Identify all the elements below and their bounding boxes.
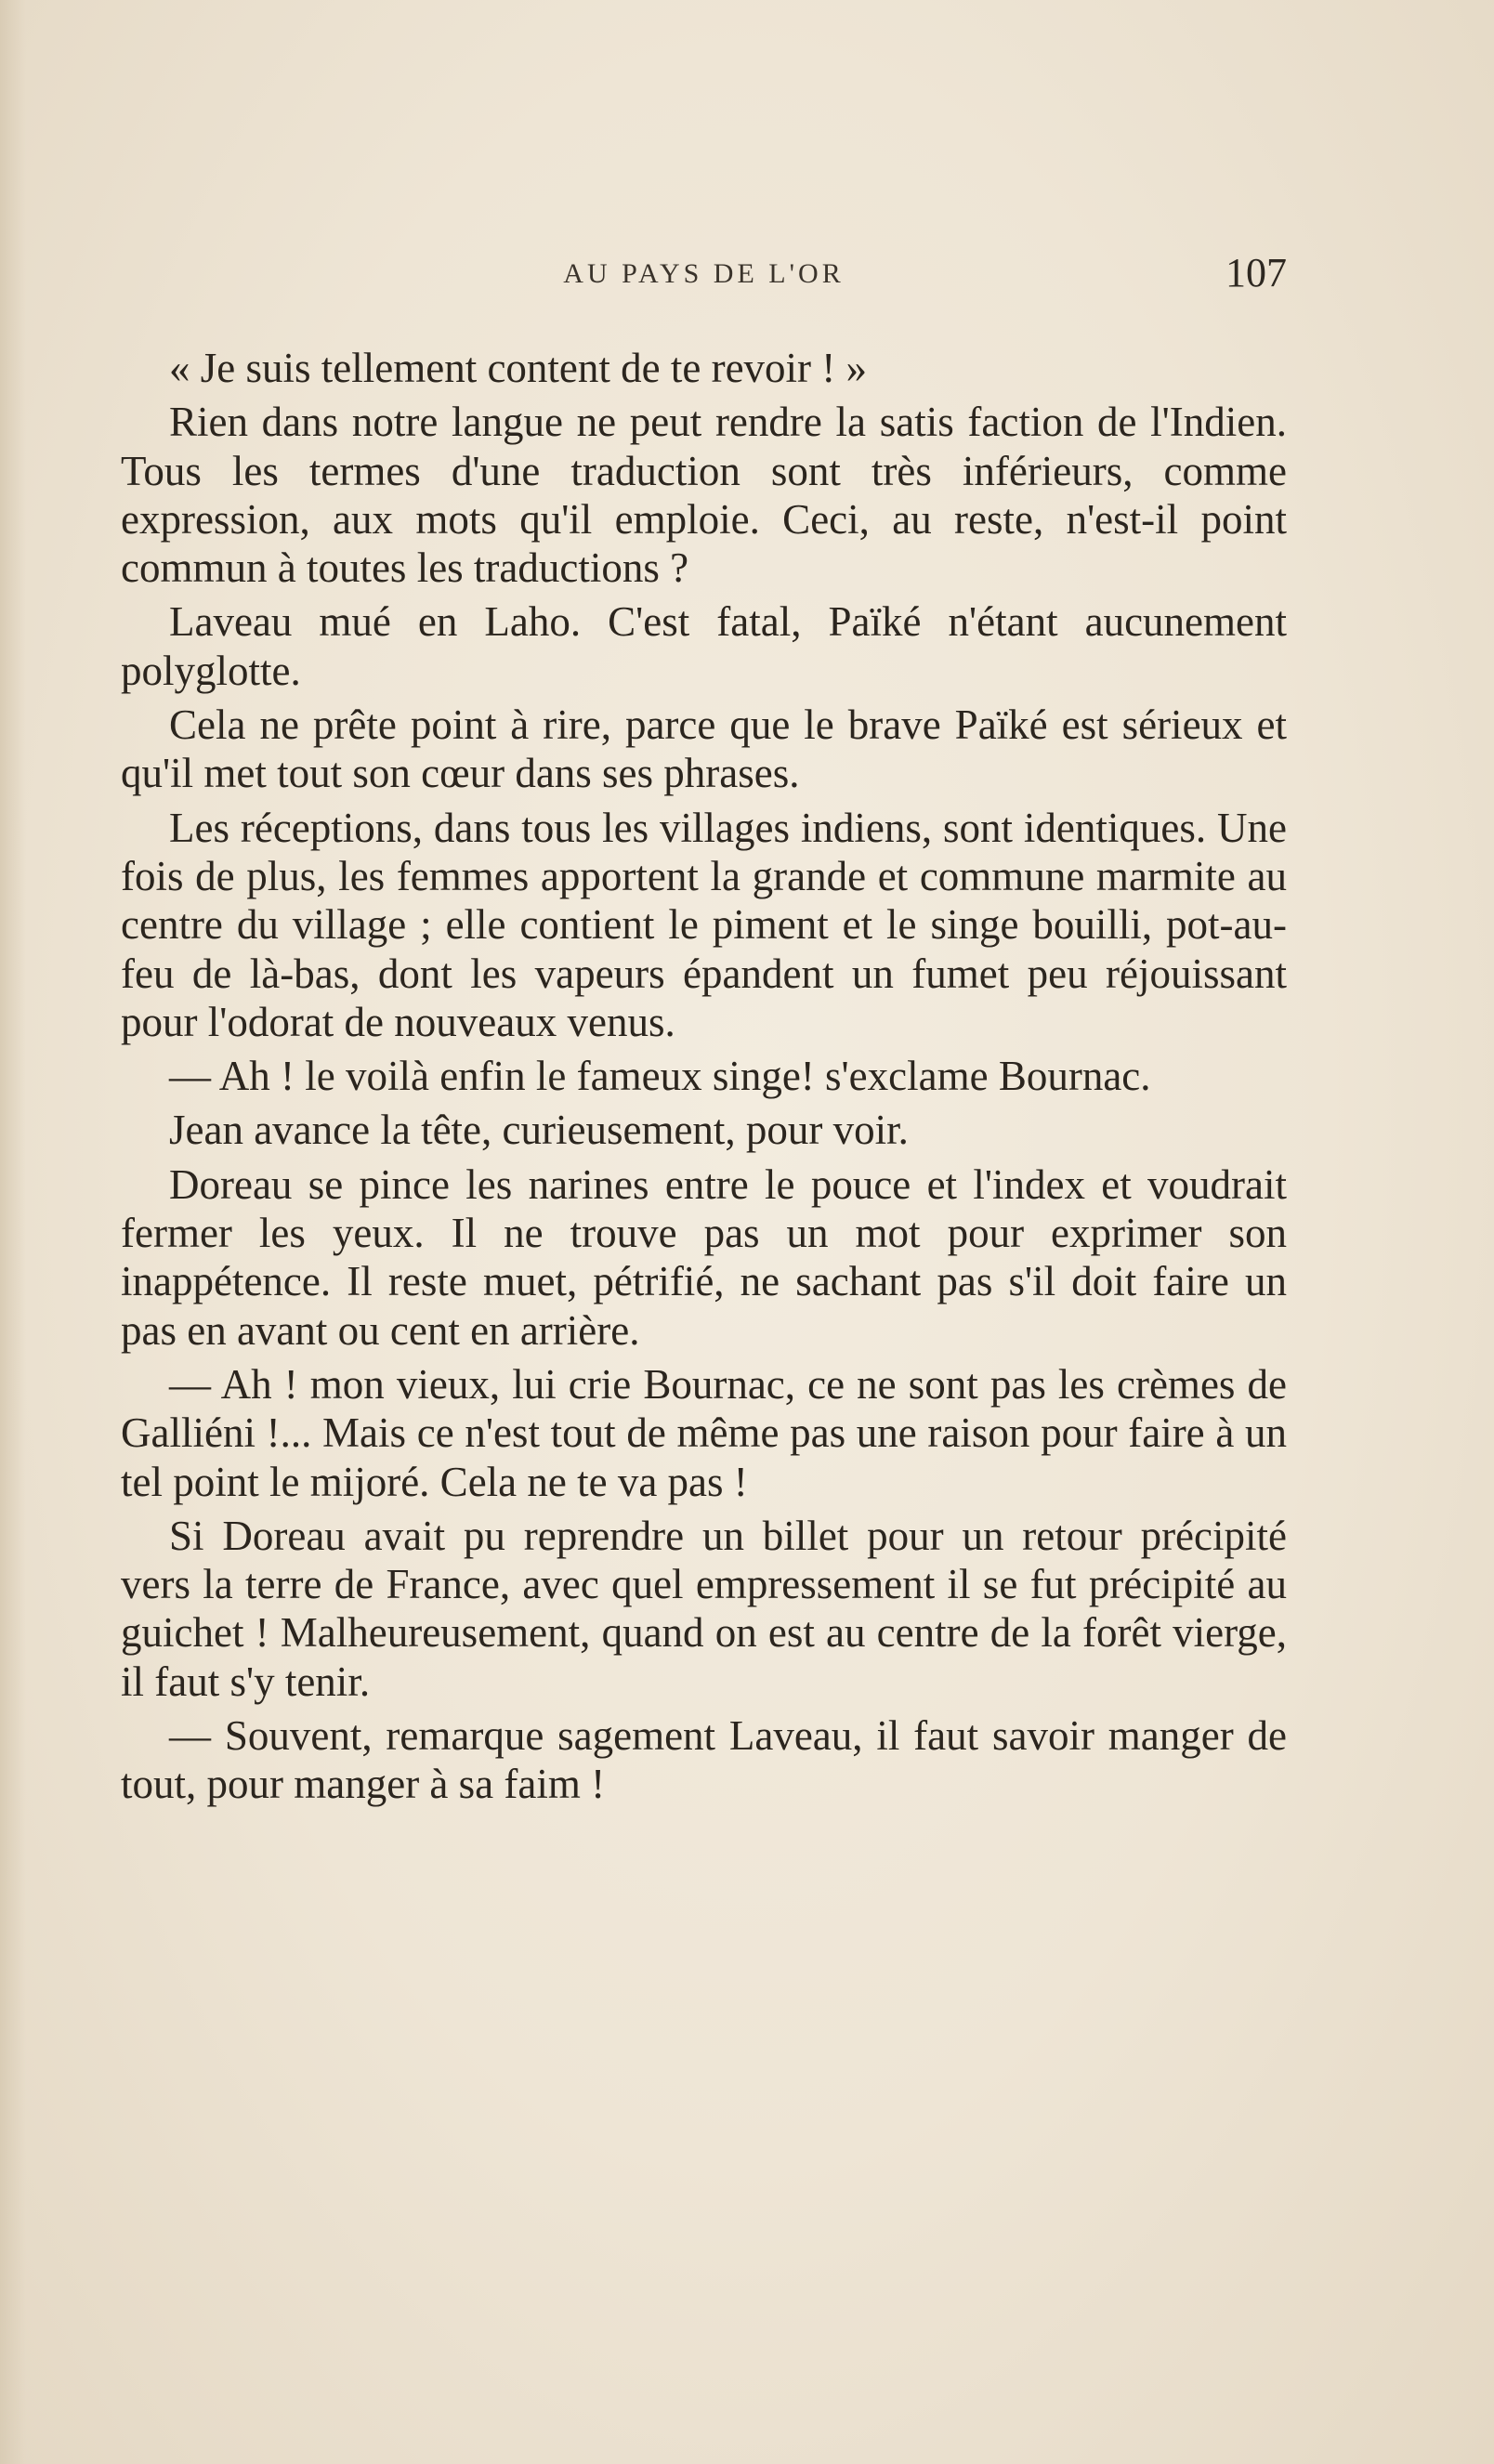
body-text xyxy=(121,344,1287,1809)
paragraph: Laveau mué en Laho. C'est fatal, Païké n'étant aucunement polyglotte. xyxy=(121,598,1287,694)
paragraph: « Je suis tellement content de te revoir ! » xyxy=(169,345,868,391)
running-title: AU PAYS DE L'OR xyxy=(563,258,845,289)
running-header xyxy=(121,249,1287,305)
paragraph: Doreau se pince les narines entre le pouce et l'index et voudrait fermer les yeux. Il ne trouve pas un mot pour exprimer son inappétence. Il reste muet, pétrifié, ne sachant pas s'il doit faire un pas en avant ou cent en arrière. xyxy=(121,1160,1287,1354)
page-number: 107 xyxy=(1225,250,1287,295)
paragraph: Les réceptions, dans tous les villages indiens, sont identiques. Une fois de plus, les femmes apportent la grande et commune marmite au centre du village ; elle contient le piment et le singe bouilli, pot-au-feu de là-bas, dont les vapeurs épandent un fumet peu réjouissant pour l'odorat de nouveaux venus. xyxy=(121,804,1287,1045)
paragraph: Jean avance la tête, curieusement, pour voir. xyxy=(169,1107,909,1154)
paragraph: — Souvent, remarque sagement Laveau, il faut savoir manger de tout, pour manger à sa faim ! xyxy=(121,1712,1287,1808)
paragraph: — Ah ! mon vieux, lui crie Bournac, ce ne sont pas les crèmes de Galliéni !... Mais ce n'est tout de même pas une raison pour faire à un tel point le mijoré. Cela ne te va pas ! xyxy=(121,1360,1287,1505)
paragraph: Si Doreau avait pu reprendre un billet pour un retour précipité vers la terre de France, avec quel empressement il se fut précipité au guichet ! Malheureusement, quand on est au centre de la forêt vierge, il faut s'y tenir. xyxy=(121,1512,1287,1705)
paragraph: Rien dans notre langue ne peut rendre la satis faction de l'Indien. Tous les termes d'une traduction sont très inférieurs, comme expression, aux mots qu'il emploie. Ceci, au reste, n'est-il point commun à toutes les traductions ? xyxy=(121,399,1287,592)
paragraph: Cela ne prête point à rire, parce que le brave Païké est sérieux et qu'il met tout son cœur dans ses phrases. xyxy=(121,701,1287,797)
paragraph: — Ah ! le voilà enfin le fameux singe! s'exclame Bournac. xyxy=(169,1053,1151,1100)
